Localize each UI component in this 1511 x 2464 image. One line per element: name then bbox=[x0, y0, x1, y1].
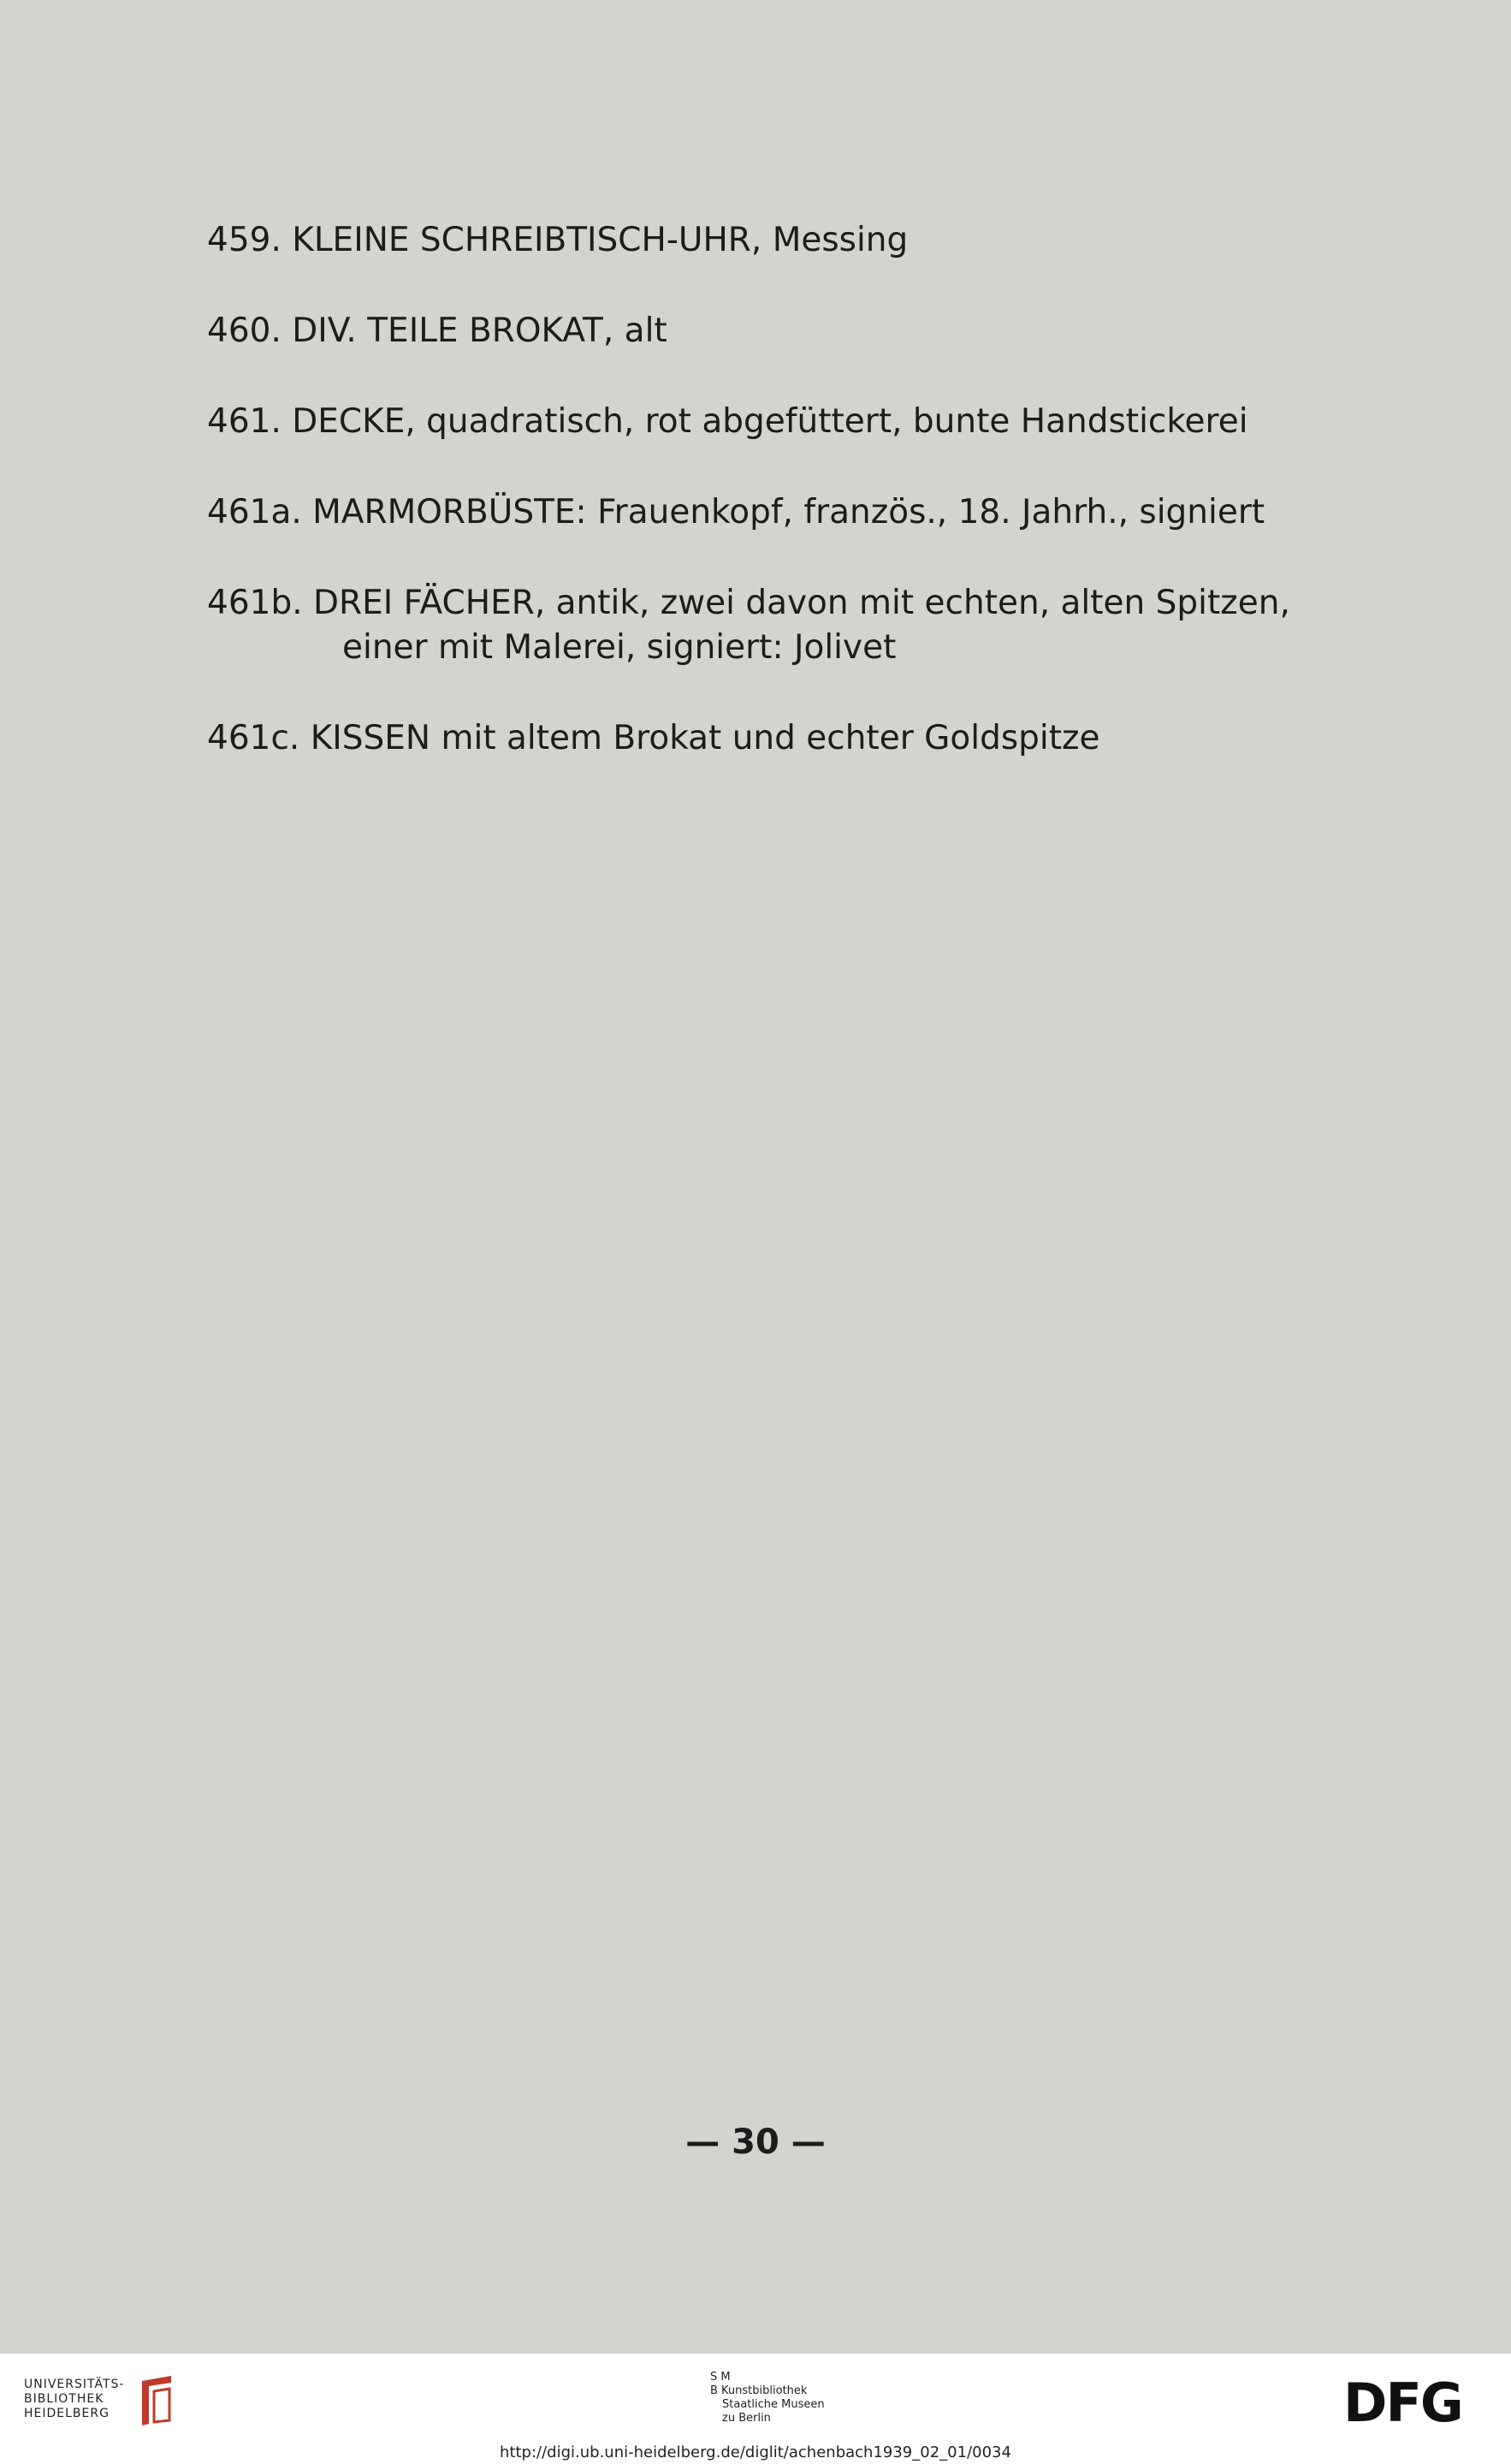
catalog-entry-461 bbox=[207, 400, 1319, 444]
library-name-line: HEIDELBERG bbox=[24, 2407, 110, 2420]
smb-line: Staatliche Museen bbox=[722, 2398, 825, 2411]
catalog-entry-461b bbox=[207, 581, 1319, 670]
digitization-footer bbox=[0, 2354, 1511, 2443]
catalog-entry-459 bbox=[207, 218, 1319, 263]
catalog-entries bbox=[207, 218, 1319, 807]
entry-text: DECKE, quadratisch, rot abgefüttert, bunte Handstickerei bbox=[292, 402, 1248, 441]
library-name-line: BIBLIOTHEK bbox=[24, 2392, 104, 2406]
library-name-line: UNIVERSITÄTS- bbox=[24, 2378, 125, 2391]
entry-text: DIV. TEILE BROKAT, alt bbox=[292, 312, 667, 350]
entry-number: 460. bbox=[207, 312, 281, 350]
entry-text: MARMORBÜSTE: Frauenkopf, französ., 18. Jahrh., signiert bbox=[312, 493, 1265, 531]
entry-continuation: einer mit Malerei, signiert: Jolivet bbox=[342, 628, 897, 667]
page-number: — 30 — bbox=[685, 2123, 826, 2162]
entry-text: KLEINE SCHREIBTISCH-UHR, Messing bbox=[292, 221, 909, 259]
permalink-url[interactable]: http://digi.ub.uni-heidelberg.de/diglit/achenbach1939_02_01/0034 bbox=[500, 2443, 1011, 2461]
university-library-logo[interactable] bbox=[24, 2378, 124, 2421]
smb-line: S M bbox=[710, 2371, 731, 2384]
entry-text: KISSEN mit altem Brokat und echter Goldspitze bbox=[310, 719, 1100, 757]
dfg-logo[interactable]: DFG bbox=[1343, 2372, 1462, 2434]
smb-kunstbibliothek-logo[interactable] bbox=[710, 2371, 825, 2425]
catalog-entry-460 bbox=[207, 309, 1319, 353]
catalog-entry-461a bbox=[207, 490, 1319, 535]
entry-number: 461a. bbox=[207, 493, 302, 531]
library-emblem-icon bbox=[137, 2372, 176, 2429]
entry-number: 459. bbox=[207, 221, 281, 259]
entry-number: 461. bbox=[207, 402, 281, 441]
entry-text: DREI FÄCHER, antik, zwei davon mit echten, alten Spitzen, bbox=[313, 584, 1290, 622]
catalog-entry-461c bbox=[207, 716, 1319, 761]
smb-line: zu Berlin bbox=[722, 2412, 771, 2425]
smb-line: B Kunstbibliothek bbox=[710, 2384, 808, 2397]
entry-number: 461c. bbox=[207, 719, 300, 757]
entry-number: 461b. bbox=[207, 584, 303, 622]
